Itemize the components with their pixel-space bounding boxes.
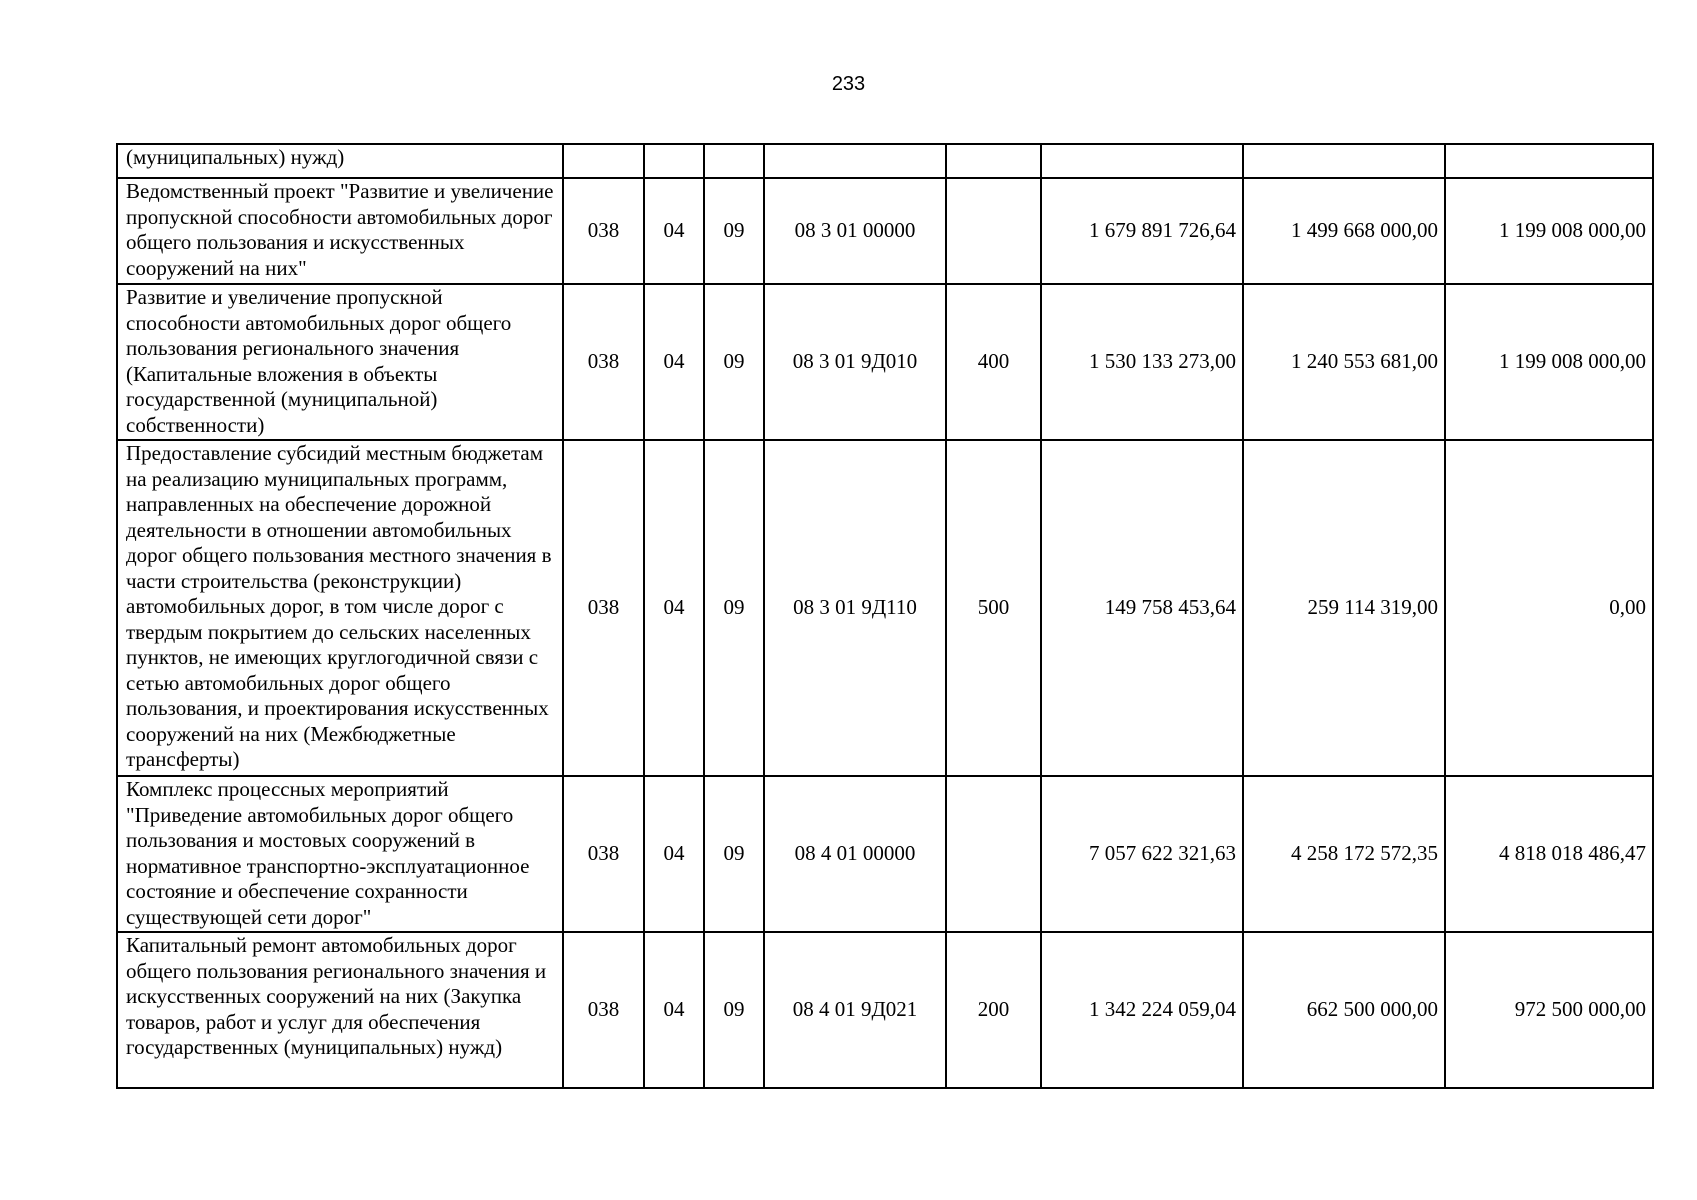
amount-year-2-cell: 662 500 000,00: [1243, 932, 1445, 1088]
expense-type-code-cell: [946, 776, 1041, 932]
table-row: [117, 776, 1653, 932]
subsection-code-cell: [704, 144, 764, 178]
amount-year-3-cell: 1 199 008 000,00: [1445, 178, 1653, 284]
amount-year-1-cell: 7 057 622 321,63: [1041, 776, 1243, 932]
grbs-code-cell: 038: [563, 284, 644, 440]
target-article-code-cell: 08 4 01 9Д021: [764, 932, 946, 1088]
amount-year-1-cell: [1041, 144, 1243, 178]
amount-year-1-cell: 149 758 453,64: [1041, 440, 1243, 776]
target-article-code-cell: [764, 144, 946, 178]
page-number: 233: [831, 73, 866, 95]
expense-type-code-cell: [946, 144, 1041, 178]
target-article-code-cell: 08 3 01 00000: [764, 178, 946, 284]
subsection-code-cell: 09: [704, 284, 764, 440]
item-name-cell: Капитальный ремонт автомобильных дорог общего пользования регионального значения и искусственных сооружений на них (Закупка товаров, работ и услуг для обеспечения государственных (муниципальных) нужд): [117, 932, 563, 1088]
section-code-cell: [644, 144, 704, 178]
table-row: [117, 284, 1653, 440]
expense-type-code-cell: 200: [946, 932, 1041, 1088]
grbs-code-cell: 038: [563, 440, 644, 776]
section-code-cell: 04: [644, 440, 704, 776]
grbs-code-cell: [563, 144, 644, 178]
target-article-code-cell: 08 4 01 00000: [764, 776, 946, 932]
section-code-cell: 04: [644, 178, 704, 284]
item-name-cell: Развитие и увеличение пропускной способности автомобильных дорог общего пользования регионального значения (Капитальные вложения в объекты государственной (муниципальной) собственности): [117, 284, 563, 440]
section-code-cell: 04: [644, 932, 704, 1088]
item-name-cell: (муниципальных) нужд): [117, 144, 563, 178]
grbs-code-cell: 038: [563, 776, 644, 932]
amount-year-1-cell: 1 679 891 726,64: [1041, 178, 1243, 284]
amount-year-2-cell: [1243, 144, 1445, 178]
amount-year-3-cell: [1445, 144, 1653, 178]
amount-year-1-cell: 1 530 133 273,00: [1041, 284, 1243, 440]
amount-year-3-cell: 972 500 000,00: [1445, 932, 1653, 1088]
item-name-cell: Ведомственный проект "Развитие и увеличение пропускной способности автомобильных дорог общего пользования и искусственных сооружений на них": [117, 178, 563, 284]
amount-year-2-cell: 1 240 553 681,00: [1243, 284, 1445, 440]
expense-type-code-cell: 500: [946, 440, 1041, 776]
table-row: [117, 178, 1653, 284]
item-name-cell: Комплекс процессных мероприятий "Приведение автомобильных дорог общего пользования и мостовых сооружений в нормативное транспортно-эксплуатационное состояние и обеспечение сохранности существующей сети дорог": [117, 776, 563, 932]
amount-year-3-cell: 1 199 008 000,00: [1445, 284, 1653, 440]
amount-year-3-cell: 4 818 018 486,47: [1445, 776, 1653, 932]
target-article-code-cell: 08 3 01 9Д010: [764, 284, 946, 440]
table-row: [117, 932, 1653, 1088]
target-article-code-cell: 08 3 01 9Д110: [764, 440, 946, 776]
subsection-code-cell: 09: [704, 178, 764, 284]
amount-year-2-cell: 259 114 319,00: [1243, 440, 1445, 776]
subsection-code-cell: 09: [704, 776, 764, 932]
grbs-code-cell: 038: [563, 932, 644, 1088]
amount-year-3-cell: 0,00: [1445, 440, 1653, 776]
amount-year-2-cell: 4 258 172 572,35: [1243, 776, 1445, 932]
amount-year-1-cell: 1 342 224 059,04: [1041, 932, 1243, 1088]
grbs-code-cell: 038: [563, 178, 644, 284]
budget-table: [116, 143, 1654, 1089]
subsection-code-cell: 09: [704, 440, 764, 776]
expense-type-code-cell: 400: [946, 284, 1041, 440]
table-body: [117, 144, 1653, 1088]
expense-type-code-cell: [946, 178, 1041, 284]
section-code-cell: 04: [644, 776, 704, 932]
subsection-code-cell: 09: [704, 932, 764, 1088]
item-name-cell: Предоставление субсидий местным бюджетам на реализацию муниципальных программ, направленных на обеспечение дорожной деятельности в отношении автомобильных дорог общего пользования местного значения в части строительства (реконструкции) автомобильных дорог, в том числе дорог с твердым покрытием до сельских населенных пунктов, не имеющих круглогодичной связи с сетью автомобильных дорог общего пользования, и проектирования искусственных сооружений на них (Межбюджетные трансферты): [117, 440, 563, 776]
table-row: [117, 440, 1653, 776]
amount-year-2-cell: 1 499 668 000,00: [1243, 178, 1445, 284]
section-code-cell: 04: [644, 284, 704, 440]
table-row: [117, 144, 1653, 178]
